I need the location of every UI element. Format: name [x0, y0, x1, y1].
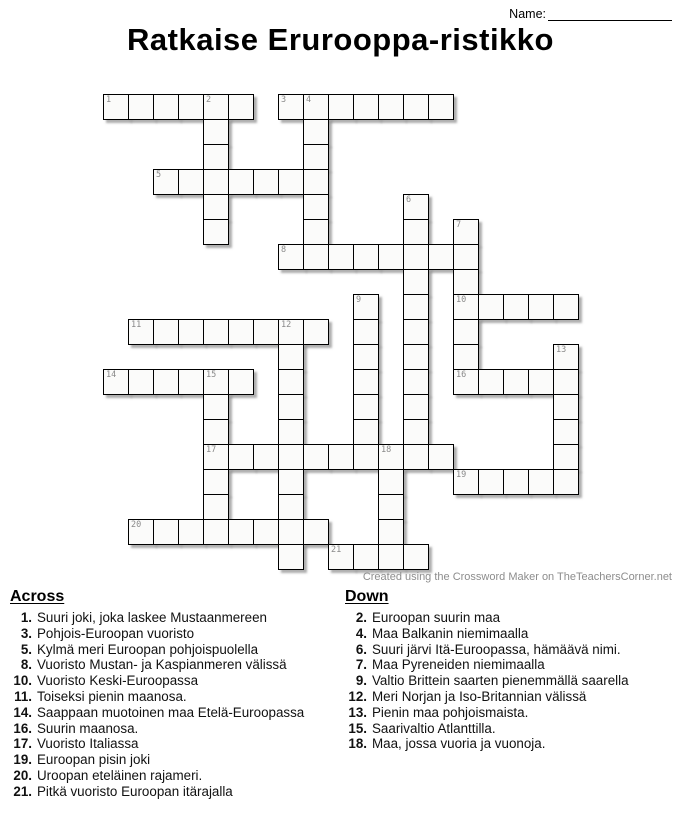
cell-number: 11 [131, 320, 142, 330]
grid-cell[interactable] [103, 94, 129, 120]
grid-cell[interactable] [278, 494, 304, 520]
grid-cell[interactable] [153, 519, 179, 545]
clue-text: Maa, jossa vuoria ja vuonoja. [372, 736, 546, 752]
clue-item [345, 642, 680, 658]
grid-cell[interactable] [178, 169, 204, 195]
clue-text: Euroopan pisin joki [37, 752, 151, 768]
grid-cell[interactable] [153, 94, 179, 120]
clue-item [10, 657, 345, 673]
grid-cell[interactable] [403, 419, 429, 445]
cell-number: 15 [206, 370, 217, 380]
grid-cell[interactable] [453, 219, 479, 245]
clue-number: 13. [348, 704, 367, 720]
grid-cell[interactable] [428, 444, 454, 470]
down-clue-list [345, 610, 680, 752]
grid-cell[interactable] [403, 244, 429, 270]
grid-cell[interactable] [378, 494, 404, 520]
grid-cell[interactable] [278, 444, 304, 470]
clue-text: Meri Norjan ja Iso-Britannian välissä [372, 688, 587, 704]
cell-number: 1 [106, 95, 112, 105]
grid-cell[interactable] [378, 544, 404, 570]
grid-cell[interactable] [253, 519, 279, 545]
credit-line: Created using the Crossword Maker on TheTeachersCorner.net [362, 571, 672, 583]
grid-cell[interactable] [453, 469, 479, 495]
grid-cell[interactable] [128, 94, 154, 120]
grid-cell[interactable] [253, 169, 279, 195]
clue-text: Maa Balkanin niemimaalla [372, 625, 529, 641]
grid-cell[interactable] [228, 169, 254, 195]
grid-cell[interactable] [278, 544, 304, 570]
grid-cell[interactable] [153, 369, 179, 395]
grid-cell[interactable] [403, 219, 429, 245]
grid-cell[interactable] [378, 519, 404, 545]
clue-number: 17. [13, 736, 32, 752]
clue-text: Saappaan muotoinen maa Etelä-Euroopassa [37, 704, 305, 720]
grid-cell[interactable] [203, 519, 229, 545]
grid-cell[interactable] [203, 369, 229, 395]
grid-cell[interactable] [303, 169, 329, 195]
grid-cell[interactable] [353, 419, 379, 445]
clue-item [10, 626, 345, 642]
grid-cell[interactable] [428, 244, 454, 270]
grid-cell[interactable] [278, 369, 304, 395]
grid-cell[interactable] [203, 194, 229, 220]
grid-cell[interactable] [128, 369, 154, 395]
clue-item [10, 752, 345, 768]
clue-text: Pitkä vuoristo Euroopan itärajalla [37, 783, 233, 799]
grid-cell[interactable] [503, 369, 529, 395]
grid-cell[interactable] [278, 419, 304, 445]
grid-cell[interactable] [403, 94, 429, 120]
clue-text: Suurin maanosa. [37, 720, 139, 736]
grid-cell[interactable] [428, 94, 454, 120]
grid-cell[interactable] [328, 94, 354, 120]
clue-text: Pienin maa pohjoismaista. [372, 704, 529, 720]
clue-item [345, 673, 680, 689]
cell-number: 16 [456, 370, 467, 380]
grid-cell[interactable] [203, 469, 229, 495]
grid-cell[interactable] [228, 444, 254, 470]
grid-cell[interactable] [453, 319, 479, 345]
clue-number: 12. [348, 688, 367, 704]
grid-cell[interactable] [353, 319, 379, 345]
clue-item [10, 736, 345, 752]
clue-item [345, 736, 680, 752]
grid-cell[interactable] [303, 144, 329, 170]
grid-cell[interactable] [503, 469, 529, 495]
cell-number: 8 [281, 245, 287, 255]
clue-number: 10. [13, 673, 32, 689]
clue-number: 7. [355, 657, 367, 673]
grid-cell[interactable] [528, 369, 554, 395]
clue-number: 20. [13, 767, 32, 783]
page-title: Ratkaise Erurooppa-ristikko [127, 22, 554, 57]
grid-cell[interactable] [553, 419, 579, 445]
clue-item [10, 642, 345, 658]
clue-text: Pohjois-Euroopan vuoristo [37, 625, 195, 641]
grid-cell[interactable] [478, 294, 504, 320]
clue-item [345, 610, 680, 626]
across-heading: Across [10, 588, 65, 605]
grid-cell[interactable] [278, 394, 304, 420]
grid-cell[interactable] [303, 444, 329, 470]
grid-cell[interactable] [403, 294, 429, 320]
cell-number: 19 [456, 470, 467, 480]
clue-number: 18. [348, 736, 367, 752]
grid-cell[interactable] [553, 469, 579, 495]
clue-item [345, 721, 680, 737]
cell-number: 17 [206, 445, 217, 455]
grid-cell[interactable] [278, 519, 304, 545]
cell-number: 10 [456, 295, 467, 305]
grid-cell[interactable] [553, 294, 579, 320]
grid-cell[interactable] [228, 319, 254, 345]
across-clues-column [10, 588, 345, 800]
grid-cell[interactable] [203, 94, 229, 120]
grid-cell[interactable] [403, 369, 429, 395]
cell-number: 9 [356, 295, 362, 305]
grid-cell[interactable] [178, 519, 204, 545]
grid-cell[interactable] [203, 119, 229, 145]
cell-number: 14 [106, 370, 117, 380]
grid-cell[interactable] [328, 544, 354, 570]
name-label: Name: [509, 7, 546, 21]
grid-cell[interactable] [328, 444, 354, 470]
cell-number: 4 [306, 95, 312, 105]
clue-number: 3. [20, 625, 32, 641]
grid-cell[interactable] [353, 444, 379, 470]
clue-text: Kylmä meri Euroopan pohjoispuolella [37, 641, 259, 657]
clue-text: Vuoristo Keski-Euroopassa [37, 673, 199, 689]
grid-cell[interactable] [153, 169, 179, 195]
grid-cell[interactable] [203, 219, 229, 245]
clue-text: Toiseksi pienin maanosa. [37, 688, 187, 704]
grid-cell[interactable] [203, 444, 229, 470]
clue-number: 15. [348, 720, 367, 736]
grid-cell[interactable] [353, 394, 379, 420]
cell-number: 2 [206, 95, 212, 105]
clue-text: Suuri järvi Itä-Euroopassa, hämäävä nimi. [372, 641, 621, 657]
grid-cell[interactable] [178, 369, 204, 395]
clue-text: Euroopan suurin maa [372, 610, 501, 625]
cell-number: 18 [381, 445, 392, 455]
clue-item [10, 721, 345, 737]
grid-cell[interactable] [553, 369, 579, 395]
grid-cell[interactable] [353, 369, 379, 395]
clue-number: 2. [355, 610, 367, 625]
grid-cell[interactable] [353, 544, 379, 570]
grid-cell[interactable] [328, 244, 354, 270]
down-heading: Down [345, 588, 389, 605]
grid-cell[interactable] [228, 94, 254, 120]
clue-number: 4. [355, 625, 367, 641]
grid-cell[interactable] [278, 169, 304, 195]
grid-cell[interactable] [403, 269, 429, 295]
cell-number: 7 [456, 220, 462, 230]
grid-cell[interactable] [278, 319, 304, 345]
clue-number: 16. [13, 720, 32, 736]
grid-cell[interactable] [353, 94, 379, 120]
clue-item [345, 705, 680, 721]
grid-cell[interactable] [203, 394, 229, 420]
down-clues-column [345, 588, 680, 800]
grid-cell[interactable] [253, 444, 279, 470]
grid-cell[interactable] [553, 394, 579, 420]
grid-cell[interactable] [203, 494, 229, 520]
clue-text: Saarivaltio Atlanttilla. [372, 720, 496, 736]
grid-cell[interactable] [403, 319, 429, 345]
grid-cell[interactable] [503, 294, 529, 320]
grid-cell[interactable] [353, 244, 379, 270]
cell-number: 21 [331, 545, 342, 555]
grid-cell[interactable] [378, 444, 404, 470]
grid-cell[interactable] [453, 369, 479, 395]
grid-cell[interactable] [303, 519, 329, 545]
cell-number: 13 [556, 345, 567, 355]
grid-cell[interactable] [403, 194, 429, 220]
clue-item [10, 768, 345, 784]
grid-cell[interactable] [128, 519, 154, 545]
grid-cell[interactable] [203, 169, 229, 195]
clue-text: Valtio Brittein saarten pienemmällä saarella [372, 673, 629, 689]
clue-text: Uroopan eteläinen rajameri. [37, 767, 203, 783]
grid-cell[interactable] [178, 319, 204, 345]
clue-number: 21. [13, 783, 32, 799]
clue-item [10, 610, 345, 626]
clue-number: 14. [13, 704, 32, 720]
grid-cell[interactable] [303, 319, 329, 345]
grid-cell[interactable] [528, 469, 554, 495]
grid-cell[interactable] [403, 344, 429, 370]
grid-cell[interactable] [278, 344, 304, 370]
clue-item [10, 689, 345, 705]
clue-item [10, 673, 345, 689]
clue-text: Suuri joki, joka laskee Mustaanmereen [37, 610, 267, 625]
clue-text: Vuoristo Mustan- ja Kaspianmeren välissä [37, 657, 287, 673]
clue-item [345, 689, 680, 705]
cell-number: 6 [406, 195, 412, 205]
cell-number: 20 [131, 520, 142, 530]
clue-number: 8. [20, 657, 32, 673]
clue-text: Maa Pyreneiden niemimaalla [372, 657, 545, 673]
clue-number: 11. [14, 688, 32, 704]
grid-cell[interactable] [403, 444, 429, 470]
grid-cell[interactable] [553, 444, 579, 470]
clue-number: 19. [13, 752, 32, 768]
grid-cell[interactable] [478, 369, 504, 395]
grid-cell[interactable] [228, 519, 254, 545]
clue-number: 6. [355, 641, 367, 657]
grid-cell[interactable] [403, 394, 429, 420]
grid-cell[interactable] [453, 269, 479, 295]
grid-cell[interactable] [278, 94, 304, 120]
clue-item [10, 784, 345, 800]
cell-number: 12 [281, 320, 292, 330]
clue-number: 5. [20, 641, 32, 657]
grid-cell[interactable] [353, 294, 379, 320]
grid-cell[interactable] [303, 94, 329, 120]
grid-cell[interactable] [103, 369, 129, 395]
grid-cell[interactable] [228, 369, 254, 395]
grid-cell[interactable] [453, 244, 479, 270]
grid-cell[interactable] [453, 294, 479, 320]
grid-cell[interactable] [178, 94, 204, 120]
cell-number: 3 [281, 95, 287, 105]
grid-cell[interactable] [378, 469, 404, 495]
grid-cell[interactable] [303, 244, 329, 270]
grid-cell[interactable] [303, 219, 329, 245]
grid-cell[interactable] [203, 144, 229, 170]
clue-item [345, 626, 680, 642]
grid-cell[interactable] [278, 469, 304, 495]
clue-text: Vuoristo Italiassa [37, 736, 139, 752]
clue-section [10, 588, 681, 800]
clue-item [10, 705, 345, 721]
grid-cell[interactable] [128, 319, 154, 345]
clue-number: 1. [20, 610, 32, 625]
grid-cell[interactable] [203, 319, 229, 345]
grid-cell[interactable] [278, 244, 304, 270]
grid-cell[interactable] [453, 344, 479, 370]
cell-number: 5 [156, 170, 162, 180]
grid-cell[interactable] [153, 319, 179, 345]
grid-cell[interactable] [478, 469, 504, 495]
grid-cell[interactable] [378, 244, 404, 270]
clue-item [345, 657, 680, 673]
grid-cell[interactable] [253, 319, 279, 345]
grid-cell[interactable] [403, 544, 429, 570]
grid-cell[interactable] [528, 294, 554, 320]
across-clue-list [10, 610, 345, 800]
clue-number: 9. [355, 673, 367, 689]
grid-cell[interactable] [553, 344, 579, 370]
grid-cell[interactable] [303, 194, 329, 220]
grid-cell[interactable] [378, 94, 404, 120]
grid-cell[interactable] [203, 419, 229, 445]
grid-cell[interactable] [353, 344, 379, 370]
grid-cell[interactable] [303, 119, 329, 145]
